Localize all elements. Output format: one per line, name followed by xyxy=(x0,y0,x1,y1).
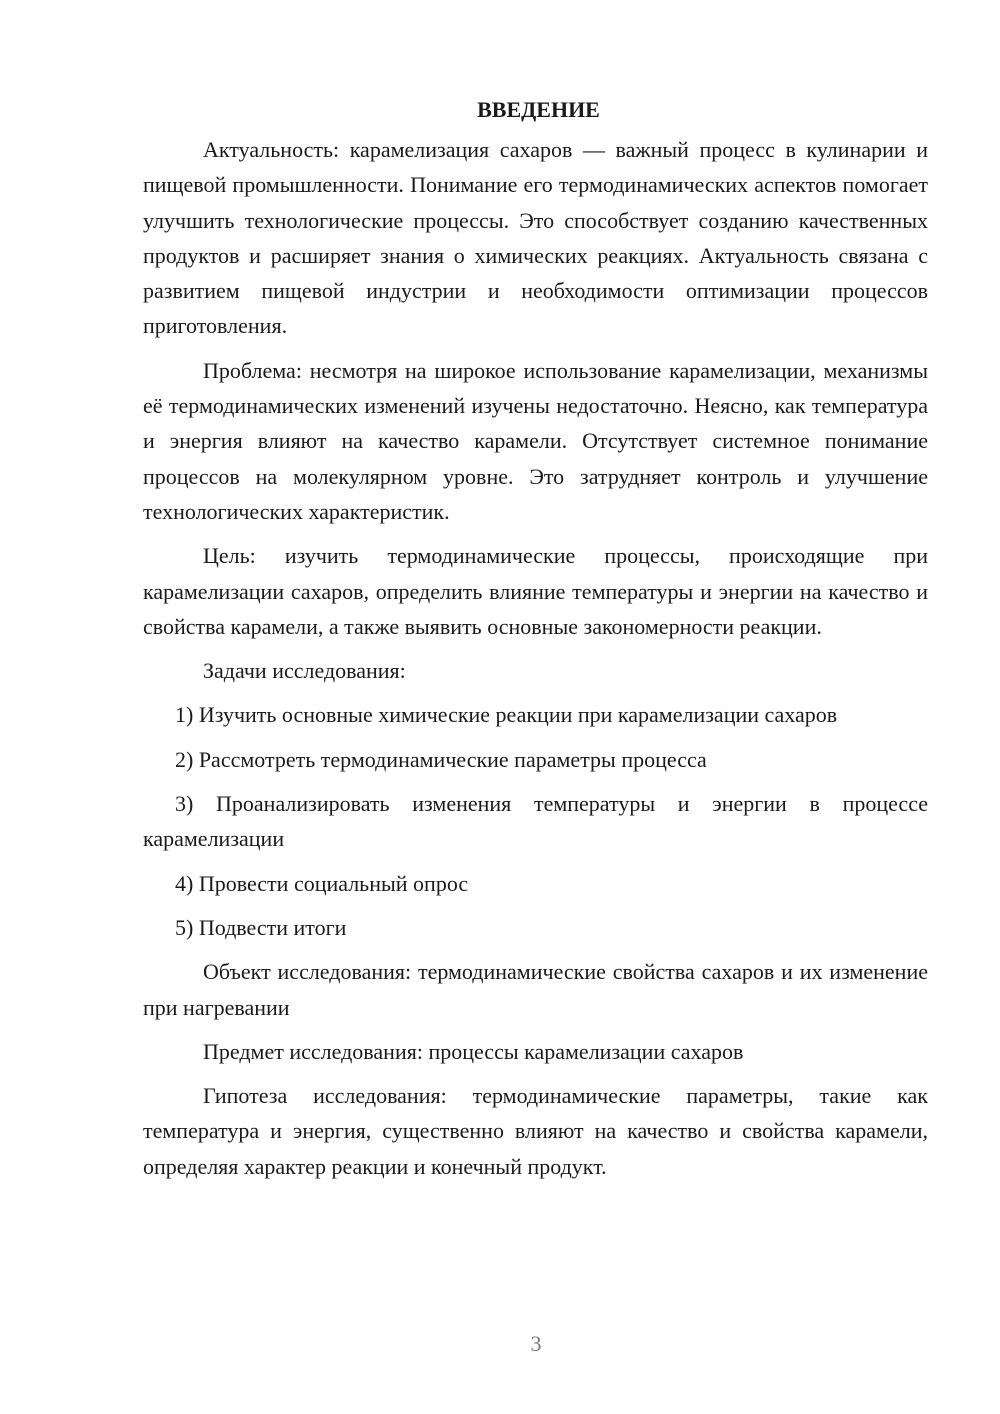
task-item-1: 1) Изучить основные химические реакции при карамелизации сахаров xyxy=(175,702,838,728)
task-item-5: 5) Подвести итоги xyxy=(175,914,347,940)
hypothesis-paragraph: Гипотеза исследования: термодинамические параметры, такие как температура и энергия, существенно влияют на качество и свойства карамели, определяя характер реакции и конечный продукт. xyxy=(143,1083,928,1179)
page-title: ВВЕДЕНИЕ xyxy=(477,97,600,122)
object-paragraph: Объект исследования: термодинамические свойства сахаров и их изменение при нагревании xyxy=(143,959,928,1020)
task-item-3: 3) Проанализировать изменения температуры и энергии в процессе карамелизации xyxy=(143,791,928,852)
problem-paragraph: Проблема: несмотря на широкое использование карамелизации, механизмы её термодинамических изменений изучены недостаточно. Неясно, как температура и энергия влияют на качество карамели. Отсутствует системное понимание процессов на молекулярном уровне. Это затрудняет контроль и улучшение технологических характеристик. xyxy=(143,357,928,524)
task-item-4: 4) Провести социальный опрос xyxy=(175,870,469,896)
relevance-paragraph: Актуальность: карамелизация сахаров — важный процесс в кулинарии и пищевой промышленности. Понимание его термодинамических аспектов помогает улучшить технологические процессы. Это способствует созданию качественных продуктов и расширяет знания о химических реакциях. Актуальность связана с развитием пищевой индустрии и необходимости оптимизации процессов приготовления. xyxy=(143,137,928,339)
subject-paragraph: Предмет исследования: процессы карамелизации сахаров xyxy=(203,1038,744,1064)
page-content xyxy=(143,92,928,1193)
goal-paragraph: Цель: изучить термодинамические процессы, происходящие при карамелизации сахаров, определить влияние температуры и энергии на качество и свойства карамели, а также выявить основные закономерности реакции. xyxy=(143,543,928,639)
task-item-2: 2) Рассмотреть термодинамические параметры процесса xyxy=(175,746,707,772)
tasks-heading: Задачи исследования: xyxy=(203,658,406,684)
page-number: 3 xyxy=(530,1331,542,1356)
